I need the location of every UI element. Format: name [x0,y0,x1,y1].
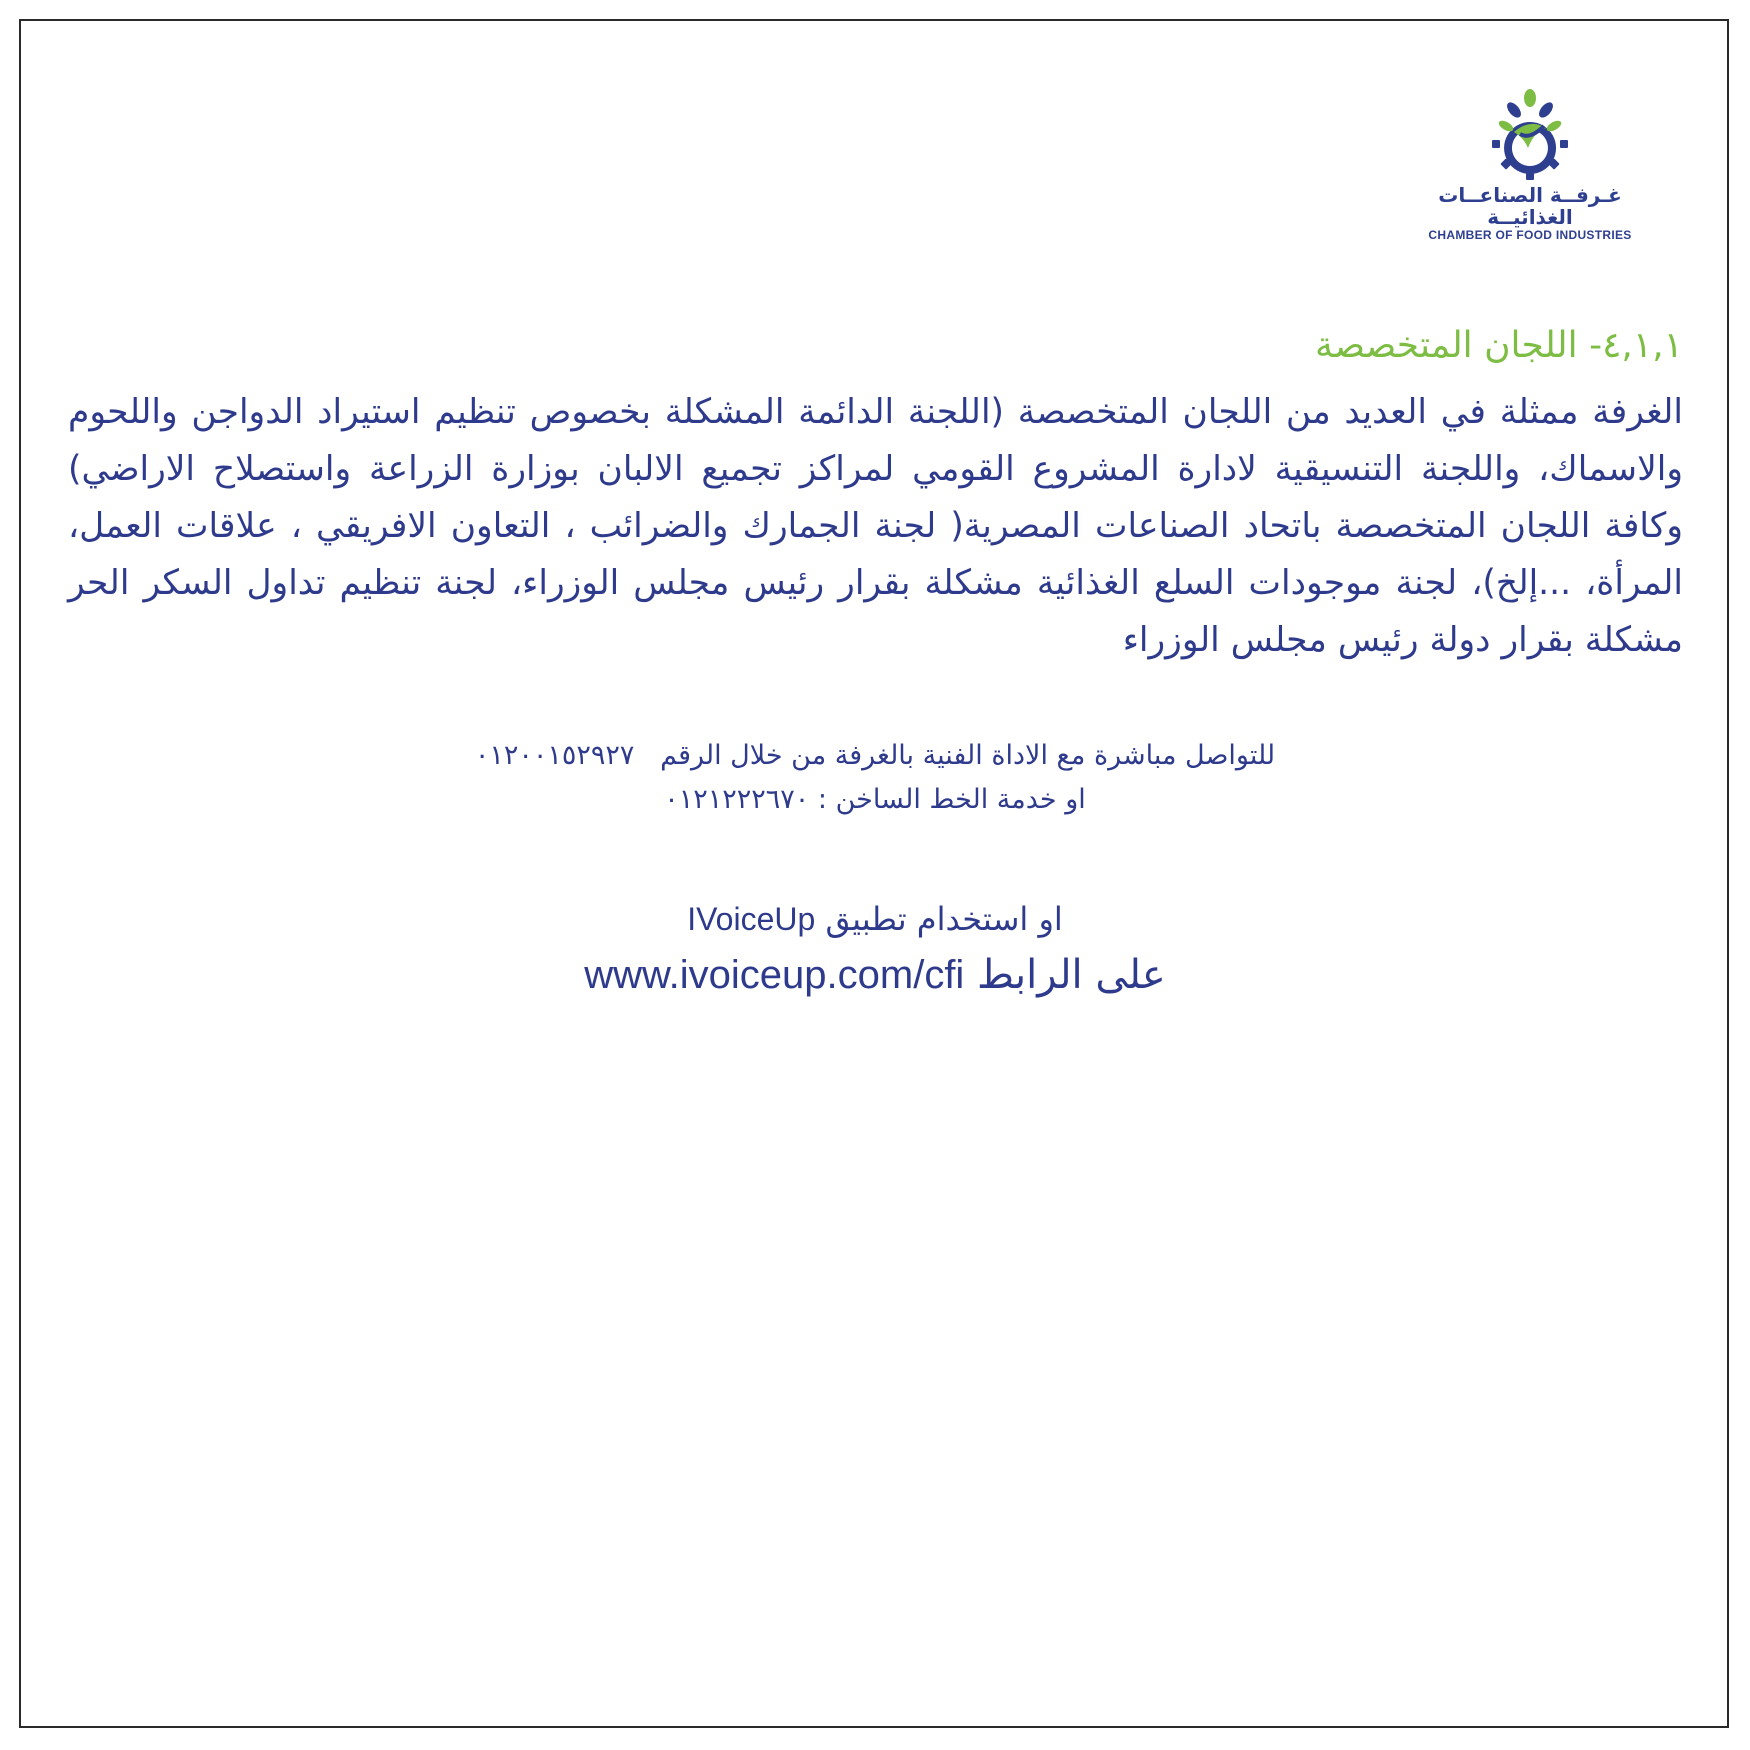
app-name: IVoiceUp [687,901,816,937]
app-line [0,897,1750,941]
logo-arabic-name: غـرفــة الصناعــات الغذائيــة [1438,183,1622,229]
app-prefix: او استخدام تطبيق [825,900,1063,938]
section-body: الغرفة ممثلة في العديد من اللجان المتخصصة (اللجنة الدائمة المشكلة بخصوص تنظيم استيراد الدواجن واللحوم والاسماك، واللجنة التنسيقية لادارة المشروع القومي لمراكز تجميع الالبان بوزارة الزراعة واستصلاح الاراضي) وكافة اللجان المتخصصة باتحاد الصناعات المصرية( لجنة الجمارك والضرائب ، التعاون الافريقي ، علاقات العمل، المرأة، ...إلخ)، لجنة موجودات السلع الغذائية مشكلة بقرار رئيس مجلس الوزراء، لجنة تنظيم تداول السكر الحر مشكلة بقرار دولة رئيس مجلس الوزراء [68,392,1683,660]
page-frame [19,19,1729,1728]
contact-hotline-label: او خدمة الخط الساخن : [817,784,1086,815]
contact-line-direct [0,736,1750,776]
link-prefix: على الرابط [977,952,1166,998]
chamber-emblem-icon [1484,88,1576,180]
logo-english-name: CHAMBER OF FOOD INDUSTRIES [1428,228,1632,242]
link-line [0,948,1750,1002]
app-url-link[interactable]: www.ivoiceup.com/cfi [584,953,965,997]
contact-hotline-number: ٠١٢١٢٢٢٦٧٠ [664,784,810,815]
contact-direct-label: للتواصل مباشرة مع الاداة الفنية بالغرفة من خلال الرقم [660,740,1276,771]
section-title: ٤,١,١- اللجان المتخصصة [1315,325,1683,366]
contact-line-hotline [0,780,1750,820]
chamber-logo [1405,88,1655,242]
contact-direct-number: ٠١٢٠٠١٥٢٩٢٧ [474,740,635,771]
